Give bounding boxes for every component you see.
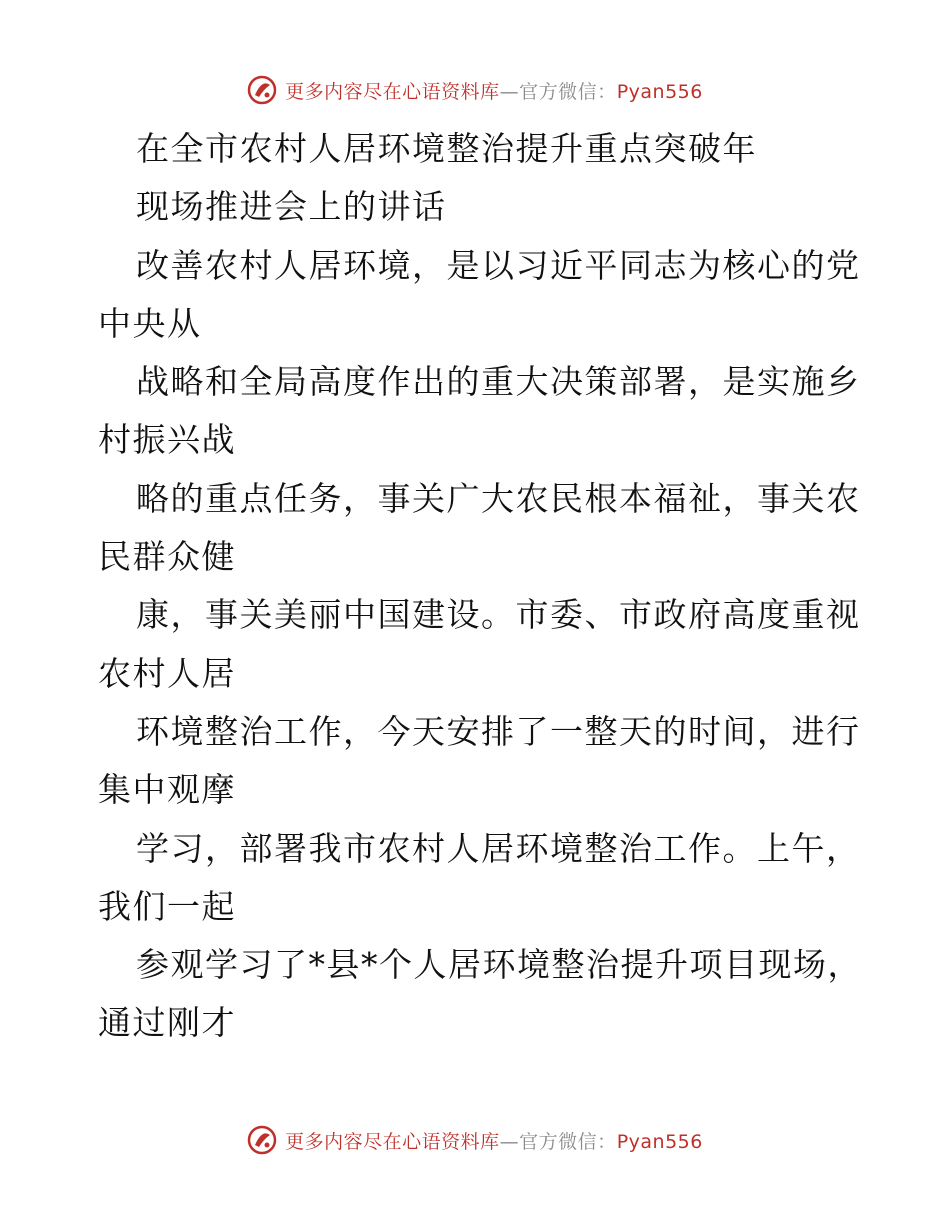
paragraph-line: 环境整治工作，今天安排了一整天的时间，进行 — [136, 711, 861, 751]
watermark-text — [285, 77, 703, 104]
watermark-site-text: 更多内容尽在心语资料库 — [285, 1130, 500, 1153]
watermark-official-text: 官方微信： — [519, 1130, 617, 1153]
watermark-wechat-id: Pyan556 — [616, 1130, 703, 1153]
watermark-official-text: 官方微信： — [519, 80, 617, 103]
paragraph-line: 中央从 — [98, 303, 202, 343]
paragraph-line: 村振兴战 — [98, 420, 236, 460]
watermark-wechat-id: Pyan556 — [616, 80, 703, 103]
paragraph-line: 学习，部署我市农村人居环境整治工作。上午， — [136, 828, 861, 868]
header-watermark — [0, 70, 950, 110]
paragraph-line: 略的重点任务，事关广大农民根本福祉，事关农 — [136, 478, 861, 518]
watermark-dash: — — [499, 80, 520, 103]
red-seal-logo-icon — [247, 1125, 277, 1155]
watermark-site-text: 更多内容尽在心语资料库 — [285, 80, 500, 103]
paragraph-line: 改善农村人居环境，是以习近平同志为核心的党 — [136, 245, 861, 285]
document-body — [98, 120, 862, 1053]
footer-watermark — [0, 1120, 950, 1160]
red-seal-logo-icon — [247, 75, 277, 105]
paragraph-line: 战略和全局高度作出的重大决策部署，是实施乡 — [136, 362, 861, 402]
paragraph-line: 集中观摩 — [98, 770, 236, 810]
document-title-line-2: 现场推进会上的讲话 — [136, 187, 447, 227]
paragraph-line: 民群众健 — [98, 537, 236, 577]
paragraph-line: 参观学习了*县*个人居环境整治提升项目现场， — [136, 945, 862, 985]
watermark-dash: — — [499, 1130, 520, 1153]
paragraph-line: 通过刚才 — [98, 1003, 236, 1043]
watermark-text — [285, 1127, 703, 1154]
document-title-line-1: 在全市农村人居环境整治提升重点突破年 — [136, 129, 757, 168]
paragraph-line: 我们一起 — [98, 886, 236, 926]
paragraph-line: 康，事关美丽中国建设。市委、市政府高度重视 — [136, 595, 861, 635]
paragraph-line: 农村人居 — [98, 653, 236, 693]
